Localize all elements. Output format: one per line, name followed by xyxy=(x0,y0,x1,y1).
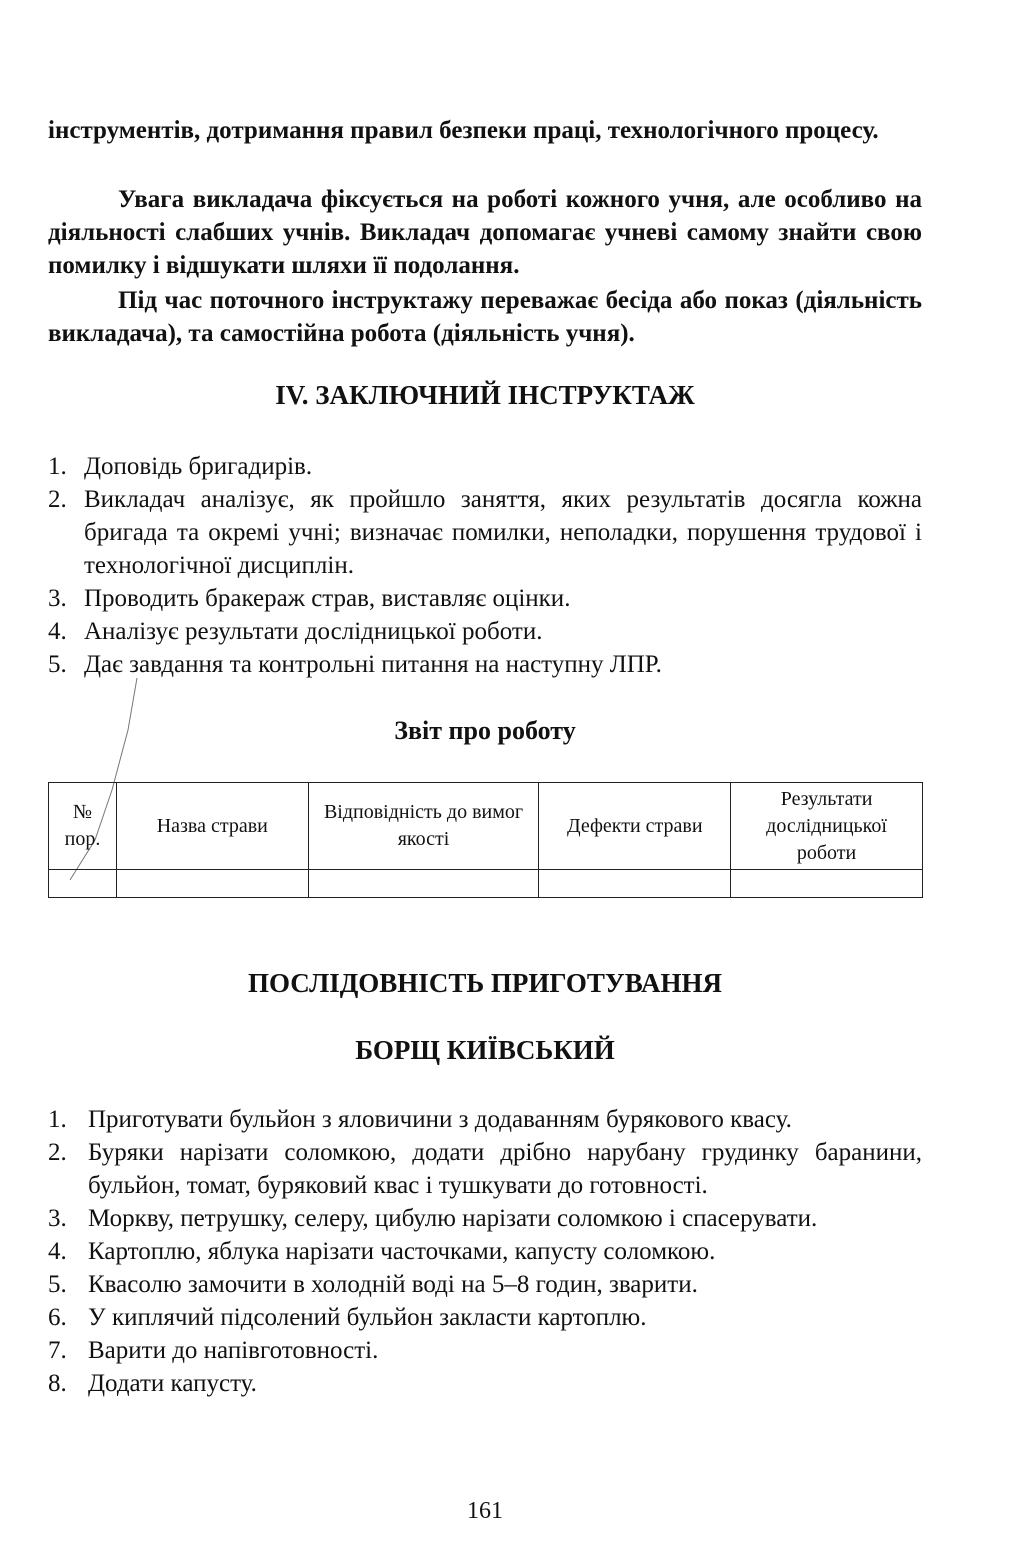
paragraph-1: інструментів, дотримання правил безпеки праці, технологічного процесу. xyxy=(48,117,879,144)
table-cell xyxy=(116,870,308,898)
list-item: 5. Дає завдання та контрольні питання на наступну ЛПР. xyxy=(48,651,662,678)
column-header-dish-name: Назва страви xyxy=(116,783,308,870)
column-header-defects: Дефекти страви xyxy=(539,783,731,870)
list-item: 4. Картоплю, яблука нарізати часточками, капусту соломкою. xyxy=(48,1238,716,1265)
table-cell xyxy=(539,870,731,898)
paragraph-3: Під час поточного інструктажу переважає бесіда або показ (діяльність викладача), та самостійна робота (діяльність учня). xyxy=(48,287,922,347)
list-item: 3. Проводить бракераж страв, виставляє оцінки. xyxy=(48,585,571,612)
dish-heading: БОРЩ КИЇВСЬКИЙ xyxy=(355,1035,615,1065)
final-instruction-list xyxy=(48,450,922,681)
sequence-heading: ПОСЛІДОВНІСТЬ ПРИГОТУВАННЯ xyxy=(247,968,723,998)
list-item: 5. Квасолю замочити в холодній воді на 5–8 годин, зварити. xyxy=(48,1271,698,1298)
preparation-steps-list xyxy=(48,1103,922,1400)
list-item: 2. Буряки нарізати соломкою, додати дрібно нарубану грудинку баранини, бульйон, томат, буряковий квас і тушкувати до готовності. xyxy=(48,1139,922,1199)
list-item: 6. У киплячий підсолений бульйон закласти картоплю. xyxy=(48,1304,647,1331)
list-item: 1. Приготувати бульйон з яловичини з додаванням бурякового квасу. xyxy=(48,1106,792,1133)
list-item: 3. Моркву, петрушку, селеру, цибулю нарізати соломкою і спасерувати. xyxy=(48,1205,818,1232)
table-row xyxy=(49,870,923,898)
section-heading-final: IV. ЗАКЛЮЧНИЙ ІНСТРУКТАЖ xyxy=(275,380,695,410)
table-cell xyxy=(731,870,923,898)
list-item: 7. Варити до напівготовності. xyxy=(48,1337,379,1364)
page-number: 161 xyxy=(467,1498,503,1524)
list-item: 2. Викладач аналізує, як пройшло заняття, яких результатів досягла кожна бригада та окремі учні; визначає помилки, неполадки, порушення трудової і технологічної дисциплін. xyxy=(48,486,922,579)
table-cell xyxy=(308,870,539,898)
report-table xyxy=(48,782,923,898)
column-header-number: № пор. xyxy=(49,783,117,870)
table-cell xyxy=(49,870,117,898)
list-item: 4. Аналізує результати дослідницької роботи. xyxy=(48,618,543,645)
column-header-research: Результати дослідницької роботи xyxy=(731,783,923,870)
list-item: 8. Додати капусту. xyxy=(48,1370,257,1397)
column-header-quality: Відповідність до вимог якості xyxy=(308,783,539,870)
report-heading: Звіт про роботу xyxy=(394,716,576,745)
list-item: 1. Доповідь бригадирів. xyxy=(48,453,313,480)
paragraph-2: Увага викладача фіксується на роботі кожного учня, але особливо на діяльності слабших учнів. Викладач допомагає учневі самому знайти свою помилку і відшукати шляхи її подолання. xyxy=(48,186,922,279)
